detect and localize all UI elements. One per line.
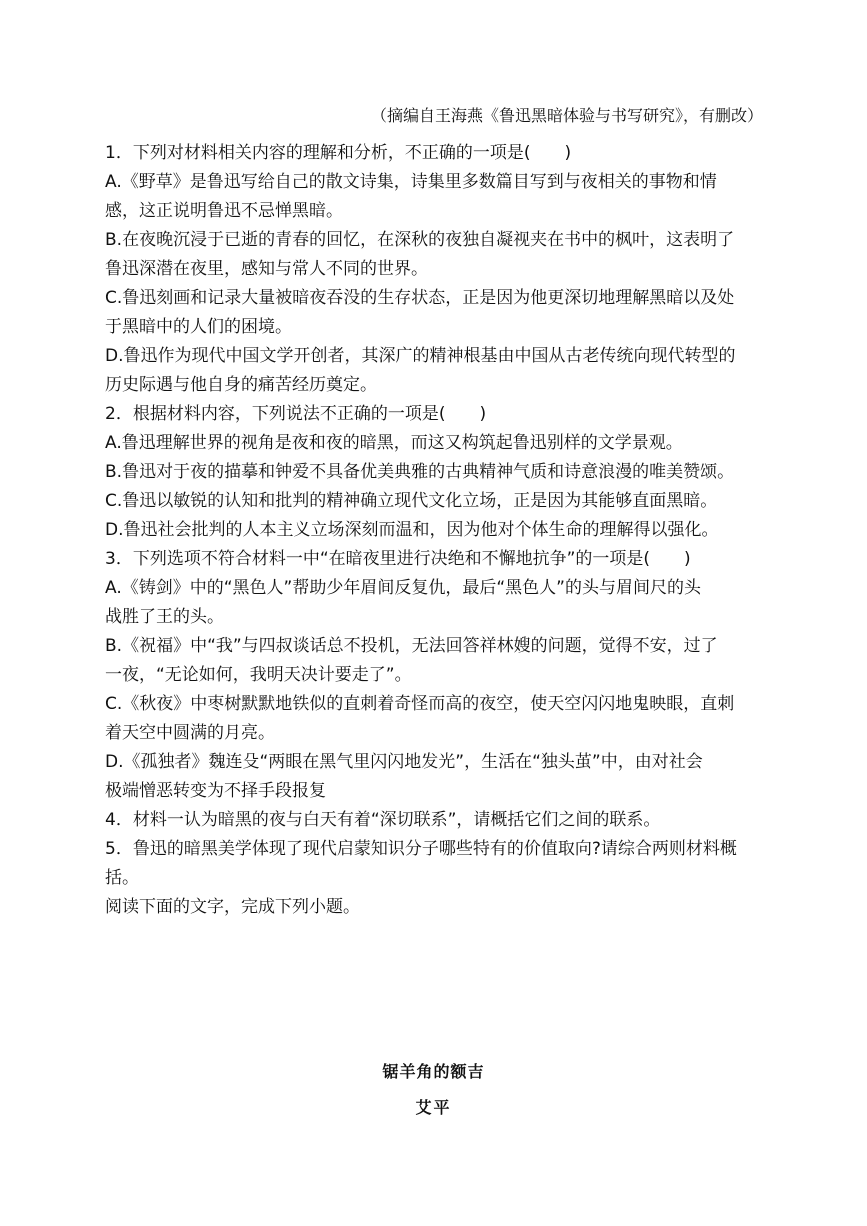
text-line: 3．下列选项不符合材料一中“在暗夜里进行决绝和不懈地抗争”的一项是( ) <box>105 549 691 569</box>
story-author: 艾平 <box>415 1098 452 1117</box>
source-citation: （摘编自王海燕《鲁迅黑暗体验与书写研究》，有删改） <box>370 106 763 125</box>
text-line: B.《祝福》中“我”与四叔谈话总不投机，无法回答祥林嫂的问题，觉得不安，过了 <box>105 636 718 656</box>
text-line: 一夜，“无论如何，我明天决计要走了”。 <box>105 665 412 685</box>
text-line: A.鲁迅理解世界的视角是夜和夜的暗黑，而这又构筑起鲁迅别样的文学景观。 <box>105 433 683 453</box>
text-line: 着天空中圆满的月亮。 <box>105 723 275 743</box>
text-line: C.鲁迅刻画和记录大量被暗夜吞没的生存状态，正是因为他更深切地理解黑暗以及处 <box>105 288 735 308</box>
text-line: 4．材料一认为暗黑的夜与白天有着“深切联系”，请概括它们之间的联系。 <box>105 810 661 830</box>
text-line: C.鲁迅以敏锐的认知和批判的精神确立现代文化立场，正是因为其能够直面黑暗。 <box>105 491 718 511</box>
text-line: A.《野草》是鲁迅写给自己的散文诗集，诗集里多数篇目写到与夜相关的事物和情 <box>105 172 717 192</box>
text-line: 感，这正说明鲁迅不忌惮黑暗。 <box>105 201 343 221</box>
text-line: B.鲁迅对于夜的描摹和钟爱不具备优美典雅的古典精神气质和诗意浪漫的唯美赞颂。 <box>105 462 735 482</box>
text-line: 于黑暗中的人们的困境。 <box>105 317 292 337</box>
text-line: 鲁迅深潜在夜里，感知与常人不同的世界。 <box>105 259 428 279</box>
text-line: 5．鲁迅的暗黑美学体现了现代启蒙知识分子哪些特有的价值取向?请综合两则材料概 <box>105 839 737 859</box>
text-line: 历史际遇与他自身的痛苦经历奠定。 <box>105 375 377 395</box>
text-line: 极端憎恶转变为不择手段报复 <box>105 781 326 801</box>
text-line: 阅读下面的文字，完成下列小题。 <box>105 897 360 917</box>
text-line: B.在夜晚沉浸于已逝的青春的回忆，在深秋的夜独自凝视夹在书中的枫叶，这表明了 <box>105 230 735 250</box>
text-line: A.《铸剑》中的“黑色人”帮助少年眉间反复仇，最后“黑色人”的头与眉间尺的头 <box>105 578 701 598</box>
text-line: 2．根据材料内容，下列说法不正确的一项是( ) <box>105 404 487 424</box>
text-line: 1．下列对材料相关内容的理解和分析，不正确的一项是( ) <box>105 143 572 163</box>
text-line: 括。 <box>105 868 139 888</box>
text-line: 战胜了王的头。 <box>105 607 224 627</box>
text-line: D.鲁迅作为现代中国文学开创者，其深广的精神根基由中国从古老传统向现代转型的 <box>105 346 736 366</box>
question-text-block <box>105 139 767 922</box>
text-line: D.《孤独者》魏连殳“两眼在黑气里闪闪地发光”，生活在“独头茧”中，由对社会 <box>105 752 703 772</box>
story-title: 锯羊角的额吉 <box>382 1062 485 1081</box>
text-line: D.鲁迅社会批判的人本主义立场深刻而温和，因为他对个体生命的理解得以强化。 <box>105 520 719 540</box>
text-line: C.《秋夜》中枣树默默地铁似的直刺着奇怪而高的夜空，使天空闪闪地鬼映眼，直刺 <box>105 694 735 714</box>
